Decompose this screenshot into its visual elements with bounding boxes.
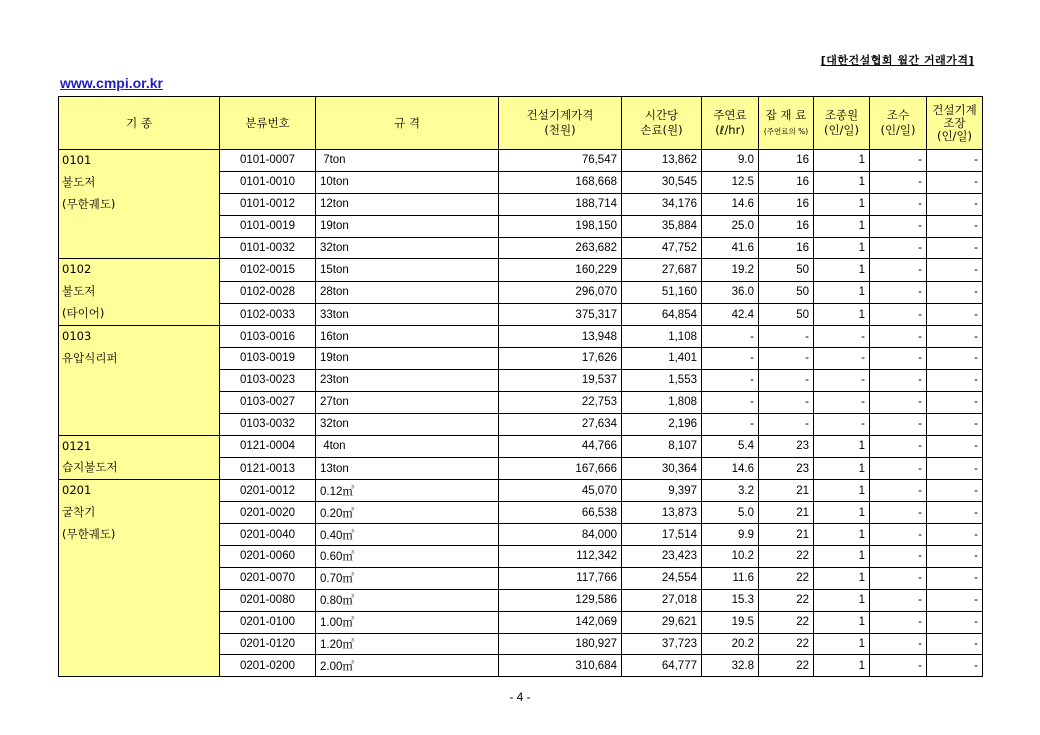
cell-loss: 37,723: [622, 633, 702, 655]
cell-price: 44,766: [499, 435, 622, 457]
cell-loss: 9,397: [622, 480, 702, 502]
cell-fuel: 5.4: [702, 435, 759, 457]
cell-code: 0201-0200: [220, 655, 316, 677]
cell-fuel: 12.5: [702, 171, 759, 193]
cell-spec: 7ton: [316, 150, 499, 172]
cell-misc: -: [759, 348, 814, 370]
cell-code: 0101-0032: [220, 237, 316, 259]
cell-price: 45,070: [499, 480, 622, 502]
cell-price: 310,684: [499, 655, 622, 677]
cell-fuel: -: [702, 348, 759, 370]
cell-loss: 64,777: [622, 655, 702, 677]
cell-code: 0201-0100: [220, 611, 316, 633]
cell-fuel: 19.5: [702, 611, 759, 633]
cell-foreman: -: [927, 171, 983, 193]
cell-misc: 22: [759, 567, 814, 589]
cell-op: -: [814, 413, 870, 435]
cell-misc: -: [759, 391, 814, 413]
cell-misc: 22: [759, 546, 814, 568]
cell-loss: 51,160: [622, 281, 702, 303]
cell-price: 168,668: [499, 171, 622, 193]
machine-type-cell: [59, 150, 220, 259]
cell-spec: 33ton: [316, 303, 499, 325]
cell-price: 129,586: [499, 589, 622, 611]
cell-asst: -: [870, 150, 927, 172]
cell-price: 66,538: [499, 502, 622, 524]
cell-misc: 21: [759, 502, 814, 524]
cell-asst: -: [870, 171, 927, 193]
cell-loss: 17,514: [622, 524, 702, 546]
cell-misc: 50: [759, 281, 814, 303]
cell-misc: 16: [759, 237, 814, 259]
cell-foreman: -: [927, 303, 983, 325]
cell-op: -: [814, 326, 870, 348]
cell-loss: 27,018: [622, 589, 702, 611]
cell-code: 0101-0007: [220, 150, 316, 172]
cell-op: 1: [814, 655, 870, 677]
machine-type-label: 유압식리퍼: [62, 351, 118, 366]
cell-op: 1: [814, 457, 870, 479]
cell-loss: 13,873: [622, 502, 702, 524]
machine-type-cell: [59, 435, 220, 480]
cell-misc: 22: [759, 633, 814, 655]
cell-op: -: [814, 348, 870, 370]
cell-op: 1: [814, 193, 870, 215]
cell-misc: 16: [759, 215, 814, 237]
cell-foreman: -: [927, 326, 983, 348]
cell-fuel: 42.4: [702, 303, 759, 325]
machine-type-label: 불도저: [62, 174, 96, 189]
cell-code: 0201-0120: [220, 633, 316, 655]
cell-asst: -: [870, 348, 927, 370]
cell-misc: 50: [759, 303, 814, 325]
cell-loss: 8,107: [622, 435, 702, 457]
cell-loss: 24,554: [622, 567, 702, 589]
cell-code: 0103-0027: [220, 391, 316, 413]
cell-foreman: -: [927, 237, 983, 259]
col-misc-header: 잡 재 료 (주연료의 %): [759, 97, 814, 150]
cell-misc: 16: [759, 193, 814, 215]
cell-loss: 27,687: [622, 259, 702, 281]
cell-code: 0101-0010: [220, 171, 316, 193]
cell-loss: 1,808: [622, 391, 702, 413]
table-header-row: [59, 97, 983, 150]
cell-spec: 13ton: [316, 457, 499, 479]
cell-fuel: 5.0: [702, 502, 759, 524]
cell-foreman: -: [927, 589, 983, 611]
cell-code: 0101-0019: [220, 215, 316, 237]
cell-op: 1: [814, 633, 870, 655]
cell-spec: 23ton: [316, 369, 499, 391]
site-link[interactable]: www.cmpi.or.kr: [60, 75, 163, 91]
cell-asst: -: [870, 259, 927, 281]
cell-op: 1: [814, 611, 870, 633]
col-loss-header: 시간당 손료(원): [622, 97, 702, 150]
cell-op: 1: [814, 524, 870, 546]
col-code-header: 분류번호: [220, 97, 316, 150]
cell-code: 0102-0015: [220, 259, 316, 281]
cell-misc: 22: [759, 655, 814, 677]
cell-misc: 22: [759, 589, 814, 611]
cell-foreman: -: [927, 348, 983, 370]
cell-fuel: 25.0: [702, 215, 759, 237]
cell-spec: 4ton: [316, 435, 499, 457]
table-row: [59, 259, 983, 281]
cell-fuel: 20.2: [702, 633, 759, 655]
cell-code: 0103-0032: [220, 413, 316, 435]
cell-code: 0121-0004: [220, 435, 316, 457]
cell-loss: 13,862: [622, 150, 702, 172]
cell-code: 0103-0019: [220, 348, 316, 370]
cell-asst: -: [870, 633, 927, 655]
cell-price: 198,150: [499, 215, 622, 237]
cell-op: -: [814, 391, 870, 413]
cell-asst: -: [870, 413, 927, 435]
cell-code: 0201-0080: [220, 589, 316, 611]
machine-type-label: (무한궤도): [62, 196, 116, 211]
machine-type-label: (무한궤도): [62, 527, 116, 542]
cell-code: 0103-0023: [220, 369, 316, 391]
cell-fuel: 19.2: [702, 259, 759, 281]
cell-foreman: -: [927, 546, 983, 568]
cell-fuel: 41.6: [702, 237, 759, 259]
cell-code: 0201-0040: [220, 524, 316, 546]
cell-price: 22,753: [499, 391, 622, 413]
cell-asst: -: [870, 326, 927, 348]
cell-code: 0102-0028: [220, 281, 316, 303]
cell-op: 1: [814, 171, 870, 193]
cell-misc: -: [759, 326, 814, 348]
cell-foreman: -: [927, 567, 983, 589]
cell-asst: -: [870, 281, 927, 303]
cell-asst: -: [870, 546, 927, 568]
cell-price: 17,626: [499, 348, 622, 370]
cell-loss: 1,553: [622, 369, 702, 391]
cell-loss: 47,752: [622, 237, 702, 259]
machine-type-label: 0103: [62, 329, 92, 344]
cell-fuel: -: [702, 391, 759, 413]
cell-spec: 10ton: [316, 171, 499, 193]
cell-foreman: -: [927, 480, 983, 502]
cell-fuel: 14.6: [702, 457, 759, 479]
cell-asst: -: [870, 369, 927, 391]
cell-code: 0103-0016: [220, 326, 316, 348]
cell-foreman: -: [927, 281, 983, 303]
cell-asst: -: [870, 480, 927, 502]
cell-spec: 0.20㎥: [316, 502, 499, 524]
page-number: - 4 -: [509, 690, 531, 704]
machine-type-label: 불도저: [62, 284, 96, 299]
cell-loss: 1,108: [622, 326, 702, 348]
cell-price: 84,000: [499, 524, 622, 546]
table-row: [59, 435, 983, 457]
cell-spec: 15ton: [316, 259, 499, 281]
cell-price: 167,666: [499, 457, 622, 479]
cell-asst: -: [870, 435, 927, 457]
cell-fuel: 14.6: [702, 193, 759, 215]
cell-loss: 35,884: [622, 215, 702, 237]
cell-spec: 1.20㎥: [316, 633, 499, 655]
col-price-header: 건설기계가격 (천원): [499, 97, 622, 150]
cell-asst: -: [870, 524, 927, 546]
cell-loss: 30,364: [622, 457, 702, 479]
cell-price: 263,682: [499, 237, 622, 259]
cell-price: 117,766: [499, 567, 622, 589]
cell-spec: 2.00㎥: [316, 655, 499, 677]
cell-spec: 28ton: [316, 281, 499, 303]
cell-spec: 19ton: [316, 215, 499, 237]
cell-misc: 23: [759, 457, 814, 479]
cell-fuel: -: [702, 369, 759, 391]
cell-price: 19,537: [499, 369, 622, 391]
cell-fuel: 9.9: [702, 524, 759, 546]
cell-price: 296,070: [499, 281, 622, 303]
cell-spec: 16ton: [316, 326, 499, 348]
machine-type-label: 0201: [62, 483, 92, 498]
cell-loss: 30,545: [622, 171, 702, 193]
machine-type-cell: [59, 480, 220, 677]
cell-code: 0201-0070: [220, 567, 316, 589]
cell-code: 0201-0012: [220, 480, 316, 502]
cell-fuel: 11.6: [702, 567, 759, 589]
price-table: [58, 96, 983, 677]
machine-type-label: (타이어): [62, 306, 105, 321]
cell-spec: 12ton: [316, 193, 499, 215]
cell-op: 1: [814, 303, 870, 325]
cell-foreman: -: [927, 524, 983, 546]
cell-price: 112,342: [499, 546, 622, 568]
cell-op: 1: [814, 150, 870, 172]
cell-op: 1: [814, 567, 870, 589]
cell-op: 1: [814, 281, 870, 303]
machine-type-cell: [59, 259, 220, 326]
cell-price: 160,229: [499, 259, 622, 281]
cell-asst: -: [870, 502, 927, 524]
col-fuel-header: 주연료 (ℓ/hr): [702, 97, 759, 150]
cell-spec: 19ton: [316, 348, 499, 370]
cell-op: 1: [814, 259, 870, 281]
cell-spec: 32ton: [316, 413, 499, 435]
cell-foreman: -: [927, 215, 983, 237]
cell-loss: 2,196: [622, 413, 702, 435]
cell-asst: -: [870, 391, 927, 413]
cell-foreman: -: [927, 502, 983, 524]
cell-price: 76,547: [499, 150, 622, 172]
machine-type-label: 습지불도저: [62, 460, 118, 475]
cell-foreman: -: [927, 435, 983, 457]
cell-foreman: -: [927, 611, 983, 633]
cell-price: 13,948: [499, 326, 622, 348]
cell-fuel: 3.2: [702, 480, 759, 502]
cell-price: 142,069: [499, 611, 622, 633]
cell-loss: 29,621: [622, 611, 702, 633]
cell-asst: -: [870, 611, 927, 633]
cell-spec: 0.40㎥: [316, 524, 499, 546]
cell-loss: 23,423: [622, 546, 702, 568]
cell-op: 1: [814, 480, 870, 502]
cell-spec: 27ton: [316, 391, 499, 413]
cell-fuel: 36.0: [702, 281, 759, 303]
table-row: [59, 150, 983, 172]
cell-code: 0101-0012: [220, 193, 316, 215]
cell-op: 1: [814, 546, 870, 568]
cell-spec: 0.60㎥: [316, 546, 499, 568]
col-foreman-header: 건설기계 조장 (인/일): [927, 97, 983, 150]
cell-code: 0102-0033: [220, 303, 316, 325]
cell-misc: 21: [759, 524, 814, 546]
cell-misc: -: [759, 413, 814, 435]
cell-op: -: [814, 369, 870, 391]
cell-price: 27,634: [499, 413, 622, 435]
cell-op: 1: [814, 502, 870, 524]
cell-asst: -: [870, 237, 927, 259]
cell-fuel: 9.0: [702, 150, 759, 172]
cell-asst: -: [870, 589, 927, 611]
cell-foreman: -: [927, 391, 983, 413]
cell-fuel: -: [702, 326, 759, 348]
cell-foreman: -: [927, 633, 983, 655]
cell-op: 1: [814, 215, 870, 237]
cell-misc: -: [759, 369, 814, 391]
machine-type-label: 0121: [62, 438, 92, 453]
cell-loss: 64,854: [622, 303, 702, 325]
table-row: [59, 326, 983, 348]
cell-foreman: -: [927, 193, 983, 215]
cell-foreman: -: [927, 655, 983, 677]
cell-asst: -: [870, 193, 927, 215]
cell-spec: 0.70㎥: [316, 567, 499, 589]
cell-foreman: -: [927, 150, 983, 172]
cell-op: 1: [814, 589, 870, 611]
machine-type-label: 0101: [62, 153, 92, 167]
col-assistant-header: 조수 (인/일): [870, 97, 927, 150]
cell-spec: 32ton: [316, 237, 499, 259]
cell-code: 0201-0060: [220, 546, 316, 568]
cell-misc: 50: [759, 259, 814, 281]
cell-foreman: -: [927, 259, 983, 281]
cell-code: 0121-0013: [220, 457, 316, 479]
col-type-header: 기 종: [59, 97, 220, 150]
cell-asst: -: [870, 457, 927, 479]
cell-asst: -: [870, 215, 927, 237]
cell-misc: 23: [759, 435, 814, 457]
cell-op: 1: [814, 237, 870, 259]
cell-price: 375,317: [499, 303, 622, 325]
cell-misc: 22: [759, 611, 814, 633]
cell-misc: 16: [759, 171, 814, 193]
cell-asst: -: [870, 567, 927, 589]
header-note: [대한건설협회 월간 거래가격]: [820, 54, 974, 67]
cell-spec: 1.00㎥: [316, 611, 499, 633]
cell-asst: -: [870, 303, 927, 325]
cell-spec: 0.12㎥: [316, 480, 499, 502]
cell-loss: 1,401: [622, 348, 702, 370]
machine-type-label: 굴착기: [62, 505, 96, 520]
cell-code: 0201-0020: [220, 502, 316, 524]
machine-type-label: 0102: [62, 262, 92, 277]
cell-misc: 16: [759, 150, 814, 172]
cell-fuel: 32.8: [702, 655, 759, 677]
cell-asst: -: [870, 655, 927, 677]
cell-op: 1: [814, 435, 870, 457]
cell-fuel: 15.3: [702, 589, 759, 611]
cell-fuel: 10.2: [702, 546, 759, 568]
cell-foreman: -: [927, 457, 983, 479]
cell-loss: 34,176: [622, 193, 702, 215]
cell-price: 188,714: [499, 193, 622, 215]
cell-fuel: -: [702, 413, 759, 435]
cell-price: 180,927: [499, 633, 622, 655]
table-row: [59, 480, 983, 502]
cell-misc: 21: [759, 480, 814, 502]
cell-foreman: -: [927, 369, 983, 391]
machine-type-cell: [59, 326, 220, 435]
cell-spec: 0.80㎥: [316, 589, 499, 611]
cell-foreman: -: [927, 413, 983, 435]
col-operator-header: 조종원 (인/일): [814, 97, 870, 150]
col-spec-header: 규 격: [316, 97, 499, 150]
